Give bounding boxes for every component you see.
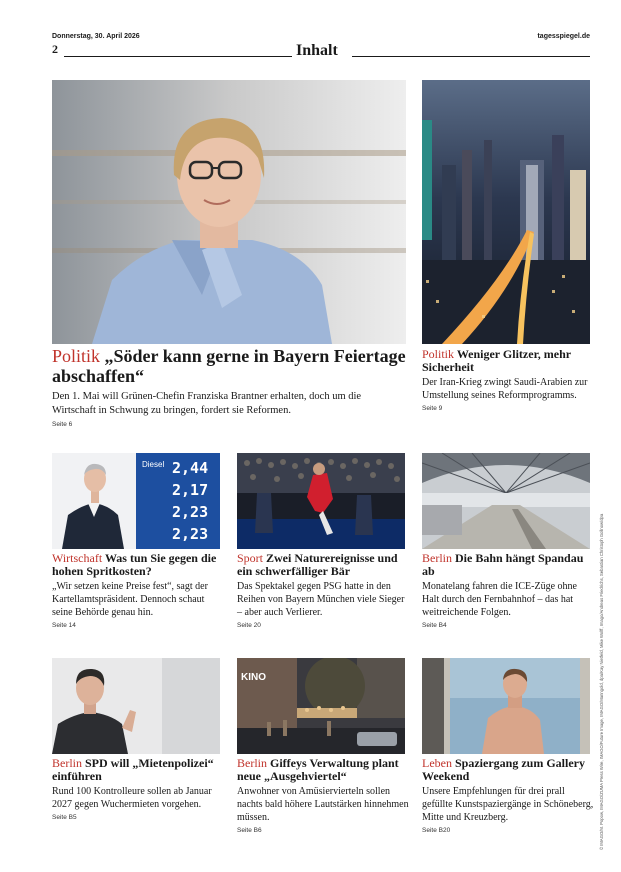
lead-headline-text: „Söder kann gerne in Bayern Feiertage abschaffen“ bbox=[52, 346, 406, 387]
lead-teaser: Den 1. Mai will Grünen-Chefin Franziska Brantner erhalten, doch um die Wirtschaft in Schwung zu bringen, fordert sie Reformen. bbox=[52, 391, 362, 416]
lead-headline[interactable] bbox=[52, 346, 406, 386]
site-name: tagesspiegel.de bbox=[537, 33, 590, 40]
headline-text: SPD will „Mietenpolizei“ einführen bbox=[52, 756, 214, 784]
kicker: Leben bbox=[422, 756, 452, 770]
headline[interactable] bbox=[422, 552, 594, 579]
side-article[interactable] bbox=[422, 348, 594, 412]
article-sport[interactable] bbox=[237, 552, 409, 629]
article-berlin-spd[interactable] bbox=[52, 757, 222, 821]
teaser: Das Spektakel gegen PSG hatte in den Reihen von Bayern München viele Sieger – aber auch Verlierer. bbox=[237, 580, 405, 618]
photo-credits bbox=[595, 513, 613, 850]
kicker: Wirtschaft bbox=[52, 551, 103, 565]
page-ref: Seite B5 bbox=[52, 813, 77, 821]
side-teaser: Der Iran-Krieg zwingt Saudi-Arabien zur Umstellung seines Reformprogramms. bbox=[422, 376, 588, 401]
section-title: Inhalt bbox=[296, 42, 338, 59]
headline-text: Spaziergang zum Gallery Weekend bbox=[422, 756, 585, 784]
headline[interactable] bbox=[237, 757, 409, 784]
fuel-price-3: 2,23 bbox=[172, 503, 209, 521]
page-ref: Seite 20 bbox=[237, 621, 261, 629]
fuel-price-4: 2,23 bbox=[172, 525, 209, 543]
teaser: Anwohner von Amüsiervierteln sollen nachts bald höhere Lautstärken hinnehmen müssen. bbox=[237, 785, 409, 823]
artwork-photo[interactable] bbox=[422, 658, 590, 754]
side-kicker: Politik bbox=[422, 347, 455, 361]
teaser: „Wir setzen keine Preise fest“, sagt der Kartellamtspräsident. Dennoch schaut seine Behörde genau hin. bbox=[52, 580, 208, 618]
kicker: Berlin bbox=[52, 756, 82, 770]
fuel-prices-photo[interactable] bbox=[52, 453, 220, 549]
kicker: Sport bbox=[237, 551, 264, 565]
page-ref: Seite B20 bbox=[422, 826, 451, 834]
side-headline-text: Weniger Glitzer, mehr Sicherheit bbox=[422, 347, 571, 375]
headline-text: Giffeys Verwaltung plant neue „Ausgehviertel“ bbox=[237, 756, 399, 784]
train-station-photo[interactable] bbox=[422, 453, 590, 549]
page-ref: Seite B4 bbox=[422, 621, 447, 629]
headline[interactable] bbox=[52, 757, 222, 784]
lead-page-ref: Seite 6 bbox=[52, 420, 73, 428]
lead-article[interactable] bbox=[52, 346, 406, 428]
politician-photo[interactable] bbox=[52, 658, 220, 754]
city-night-photo[interactable] bbox=[422, 80, 590, 344]
headline-text: Die Bahn hängt Spandau ab bbox=[422, 551, 584, 579]
article-berlin-bahn[interactable] bbox=[422, 552, 594, 629]
article-leben[interactable] bbox=[422, 757, 594, 834]
kicker: Berlin bbox=[422, 551, 452, 565]
teaser: Monatelang fahren die ICE-Züge ohne Halt durch den Fernbahnhof – das hat weitreichende Folgen. bbox=[422, 580, 577, 618]
article-economy[interactable] bbox=[52, 552, 222, 629]
teaser: Unsere Empfehlungen für drei prall gefüllte Kunstspaziergänge in Schöneberg, Mitte und Kreuzberg. bbox=[422, 785, 594, 823]
header-rule-left bbox=[64, 56, 292, 57]
lead-kicker: Politik bbox=[52, 346, 101, 366]
kicker: Berlin bbox=[237, 756, 267, 770]
fuel-sign-text: Diesel bbox=[142, 460, 165, 469]
page-ref: Seite B6 bbox=[237, 826, 262, 834]
lead-photo[interactable] bbox=[52, 80, 406, 344]
headline-text: Was tun Sie gegen die hohen Spritkosten? bbox=[52, 551, 217, 579]
nightlife-street-photo[interactable] bbox=[237, 658, 405, 754]
headline-text: Zwei Naturereignisse und ein schwerfälliger Bär bbox=[237, 551, 398, 579]
football-photo[interactable] bbox=[237, 453, 405, 549]
fuel-price-1: 2,44 bbox=[172, 459, 209, 477]
side-headline[interactable] bbox=[422, 348, 594, 375]
photo-credits-text: © IMAGO/M. Popow, IMAGO/ZUMA Press Wire, IMAGO/Future Image, IMAGO/Manngold, dpa/Kay Nietfeld, Mike Wolff, Imago/Andreas Friedrichs, Sebastian Christoph Gollnow/dpa bbox=[599, 513, 604, 850]
issue-date: Donnerstag, 30. April 2026 bbox=[52, 33, 140, 40]
header-rule-right bbox=[352, 56, 590, 57]
article-berlin-giffey[interactable] bbox=[237, 757, 409, 834]
headline[interactable] bbox=[237, 552, 409, 579]
fuel-price-2: 2,17 bbox=[172, 481, 209, 499]
bar-sign-text: KINO bbox=[241, 672, 266, 683]
teaser: Rund 100 Kontrolleure sollen ab Januar 2027 gegen Wuchermieten vorgehen. bbox=[52, 785, 212, 810]
page-ref: Seite 14 bbox=[52, 621, 76, 629]
page-number: 2 bbox=[52, 42, 58, 56]
side-page-ref: Seite 9 bbox=[422, 404, 443, 412]
headline[interactable] bbox=[52, 552, 222, 579]
headline[interactable] bbox=[422, 757, 594, 784]
